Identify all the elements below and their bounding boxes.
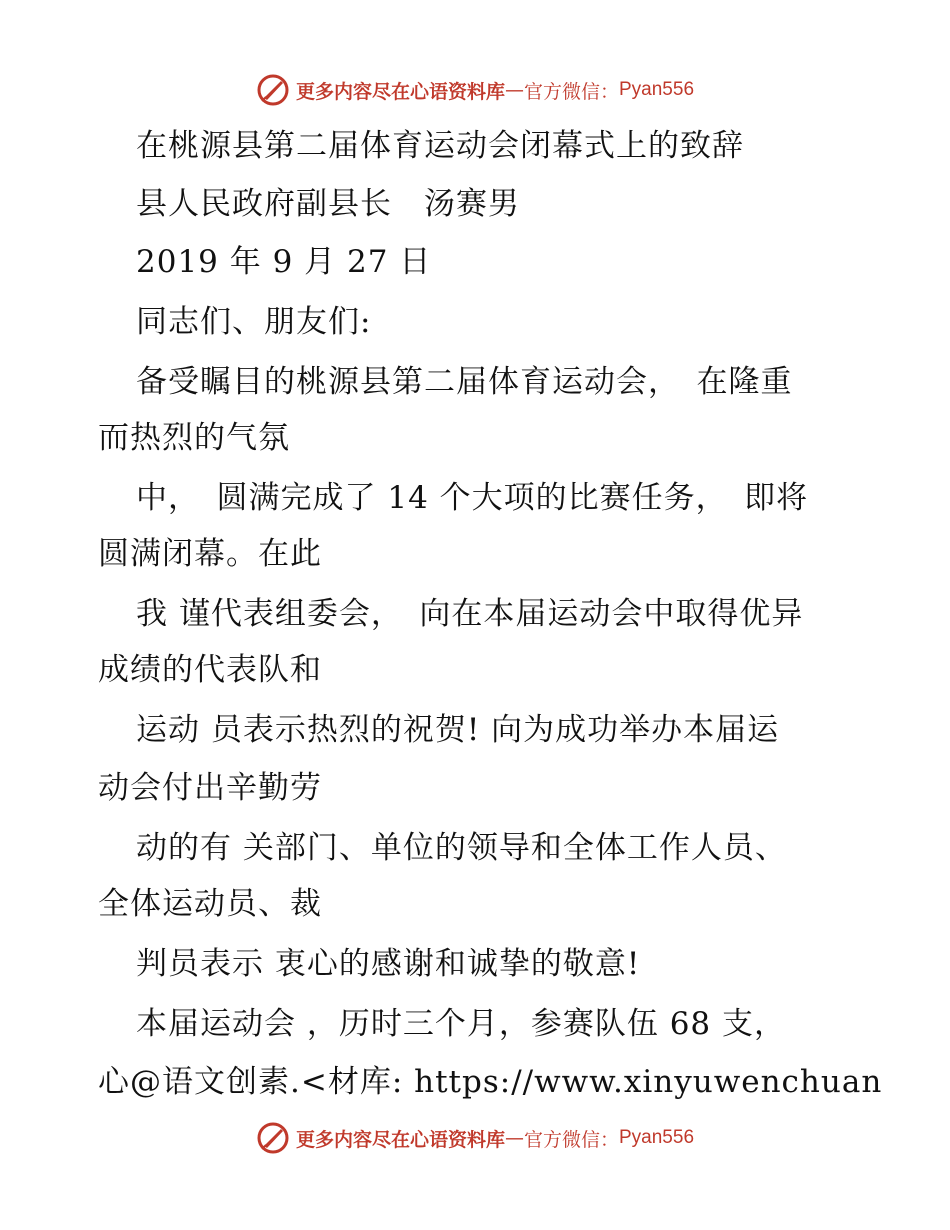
doc-line: 运动 员表示热烈的祝贺! 向为成功举办本届运 [136,712,780,748]
doc-date: 2019 年 9 月 27 日 [136,244,432,280]
doc-line: 全体运动员、裁 [98,886,322,922]
banner-wechat-id: Pyan556 [619,1127,695,1148]
doc-line: 动的有 关部门、单位的领导和全体工作人员、 [136,830,787,866]
doc-line: 本届运动会 ，历时三个月，参赛队伍 68 支， [136,1006,787,1042]
quill-logo-icon [256,73,290,107]
quill-logo-icon [256,1121,290,1155]
banner-dash: — [504,1127,524,1149]
doc-title: 在桃源县第二届体育运动会闭幕式上的致辞 [136,128,744,164]
doc-author: 县人民政府副县长 汤赛男 [136,186,520,222]
doc-line: 而热烈的气氛 [98,420,290,456]
doc-salutation: 同志们、朋友们: [136,304,372,340]
doc-line: 中， 圆满完成了 14 个大项的比赛任务， 即将 [136,480,809,516]
banner-dash: — [504,79,524,101]
doc-line: 我 谨代表组委会， 向在本届运动会中取得优异 [136,596,804,632]
watermark-banner-top [0,70,950,110]
doc-line: 圆满闭幕。在此 [98,536,322,572]
banner-brand: 更多内容尽在心语资料库 [295,1128,505,1151]
doc-watermark-line: 心@语文创素.<材库: https://www.xinyuwenchuan [98,1064,883,1100]
banner-wechat-id: Pyan556 [619,79,695,100]
banner-wechat-label: 官方微信： [523,80,619,103]
doc-line: 动会付出辛勤劳 [98,770,322,806]
doc-line: 判员表示 衷心的感谢和诚挚的敬意! [136,946,641,982]
doc-line: 备受瞩目的桃源县第二届体育运动会， 在隆重 [136,364,793,400]
watermark-banner-bottom [0,1118,950,1158]
banner-wechat-label: 官方微信： [523,1128,619,1151]
banner-brand: 更多内容尽在心语资料库 [295,80,505,103]
doc-line: 成绩的代表队和 [98,652,322,688]
